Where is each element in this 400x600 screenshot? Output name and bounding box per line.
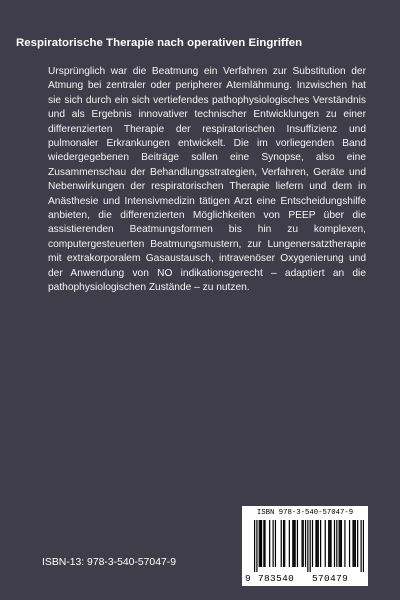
barcode-bar bbox=[349, 520, 350, 567]
barcode-bar bbox=[263, 520, 264, 567]
barcode-bar bbox=[315, 520, 316, 567]
barcode-bar bbox=[273, 520, 274, 567]
barcode-bar bbox=[329, 520, 330, 567]
barcode-bar bbox=[275, 520, 276, 567]
barcode-bar bbox=[256, 520, 257, 572]
barcode-bar bbox=[325, 520, 326, 567]
barcode-bar bbox=[281, 520, 282, 567]
barcode-bar bbox=[354, 520, 355, 567]
barcode-bar bbox=[297, 520, 298, 567]
barcode-bar bbox=[318, 520, 319, 567]
barcode-bar bbox=[336, 520, 337, 567]
cover-blurb: Ursprünglich war die Beatmung ein Verfahren zur Substitution der Atmung bei zentraler oder peripherer Atemlähmung. Inzwischen hat sie sich durch ein sich vertiefendes pathophysiologisches Verständnis und als Ergebnis innovativer technischer Entwicklungen zu einer differenzierten Therapie der respiratorischen Insuffizienz und pulmonaler Erkrankungen entwickelt. Die im vorliegenden Band wiedergegebenen Beiträge sollen eine Synopse, also eine Zusammenschau der Behandlungsstrategien, Verfahren, Geräte und Nebenwirkungen der respiratorischen Therapie liefern und dem in Anästhesie und Intensivmedizin tätigen Arzt eine Entscheidungshilfe anbieten, die differenzierten Möglichkeiten von PEEP über die assistierenden Beatmungsformen bis hin zu komplexen, computergesteuerten Beatmungsmustern, zur Lungenersatztherapie mit extrakorporalem Gasaustausch, intravenöser Oxygenierung und der Anwendung von NO indikationsgerecht – adaptiert an die pathophysiologischen Zustände – zu nutzen. bbox=[48, 66, 366, 294]
barcode-digit-lead: 9 bbox=[245, 573, 251, 584]
barcode-bar bbox=[284, 520, 285, 567]
barcode-bar bbox=[320, 520, 321, 567]
barcode-bar bbox=[295, 520, 296, 567]
barcode-isbn-caption: ISBN 978-3-540-57047-9 bbox=[256, 509, 354, 517]
barcode-bar bbox=[305, 520, 306, 567]
barcode-bar bbox=[312, 520, 313, 567]
barcode-bar bbox=[269, 520, 270, 567]
barcode-bar bbox=[361, 520, 362, 572]
barcode-bar bbox=[261, 520, 262, 567]
barcode-bar bbox=[292, 520, 293, 567]
cover-title: Respiratorische Therapie nach operativen Eingriffen bbox=[16, 37, 303, 49]
barcode-bar bbox=[303, 520, 304, 567]
barcode-bar bbox=[307, 520, 308, 572]
barcode-bar bbox=[310, 520, 311, 572]
barcode-bar bbox=[363, 520, 364, 572]
barcode-bar bbox=[254, 520, 255, 572]
barcode-digits-right: 570479 bbox=[312, 573, 349, 584]
barcode-bar bbox=[301, 520, 302, 567]
barcode-bar bbox=[289, 520, 290, 567]
barcode-bar bbox=[260, 520, 261, 567]
barcode-bar bbox=[259, 520, 260, 567]
barcode-bar bbox=[264, 520, 265, 567]
barcode-bar bbox=[339, 520, 340, 567]
barcode-graphic bbox=[254, 520, 364, 572]
barcode-bar bbox=[340, 520, 341, 567]
barcode-bar bbox=[317, 520, 318, 567]
barcode-digits-left: 783540 bbox=[258, 573, 295, 584]
barcode-bar bbox=[283, 520, 284, 567]
barcode-bar bbox=[293, 520, 294, 567]
barcode-bar bbox=[344, 520, 345, 567]
barcode-bar bbox=[330, 520, 331, 567]
barcode-label bbox=[242, 506, 368, 586]
barcode-bar bbox=[334, 520, 335, 567]
barcode-bar bbox=[328, 520, 329, 567]
barcode-bar bbox=[341, 520, 342, 567]
barcode-bar bbox=[355, 520, 356, 567]
isbn-text: ISBN-13: 978-3-540-57047-9 bbox=[42, 557, 177, 568]
barcode-bar bbox=[357, 520, 358, 567]
barcode-bar bbox=[352, 520, 353, 567]
